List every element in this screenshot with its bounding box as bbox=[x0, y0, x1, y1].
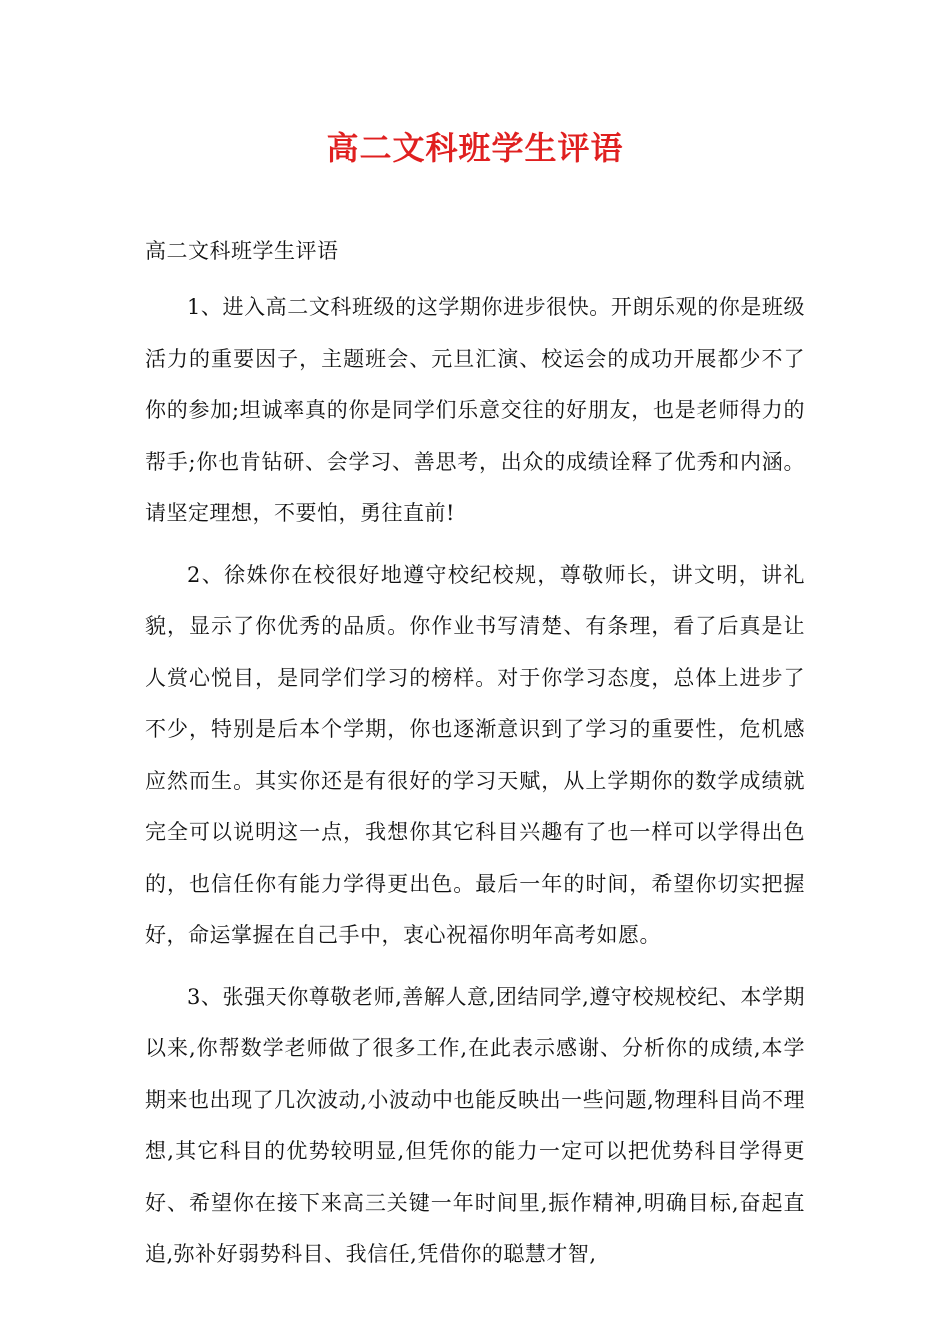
comment-paragraph-1: 1、进入高二文科班级的这学期你进步很快。开朗乐观的你是班级活力的重要因子，主题班会、元旦汇演、校运会的成功开展都少不了你的参加;坦诚率真的你是同学们乐意交往的好朋友，也是老师得力的帮手;你也肯钻研、会学习、善思考，出众的成绩诠释了优秀和内涵。请坚定理想，不要怕，勇往直前! bbox=[145, 295, 805, 525]
document-body bbox=[145, 230, 805, 1281]
page-title: 高二文科班学生评语 bbox=[326, 129, 624, 167]
comment-paragraph-2: 2、徐姝你在校很好地遵守校纪校规，尊敬师长，讲文明，讲礼貌，显示了你优秀的品质。你作业书写清楚、有条理，看了后真是让人赏心悦目，是同学们学习的榜样。对于你学习态度，总体上进步了不少，特别是后本个学期，你也逐渐意识到了学习的重要性，危机感应然而生。其实你还是有很好的学习天赋，从上学期你的数学成绩就完全可以说明这一点，我想你其它科目兴趣有了也一样可以学得出色的，也信任你有能力学得更出色。最后一年的时间，希望你切实把握好，命运掌握在自己手中，衷心祝福你明年高考如愿。 bbox=[145, 562, 805, 947]
comment-paragraph-3: 3、张强天你尊敬老师,善解人意,团结同学,遵守校规校纪、本学期以来,你帮数学老师做了很多工作,在此表示感谢、分析你的成绩,本学期来也出现了几次波动,小波动中也能反映出一些问题,物理科目尚不理想,其它科目的优势较明显,但凭你的能力一定可以把优势科目学得更好、希望你在接下来高三关键一年时间里,振作精神,明确目标,奋起直追,弥补好弱势科目、我信任,凭借你的聪慧才智, bbox=[145, 984, 805, 1266]
document-subtitle: 高二文科班学生评语 bbox=[145, 239, 339, 263]
